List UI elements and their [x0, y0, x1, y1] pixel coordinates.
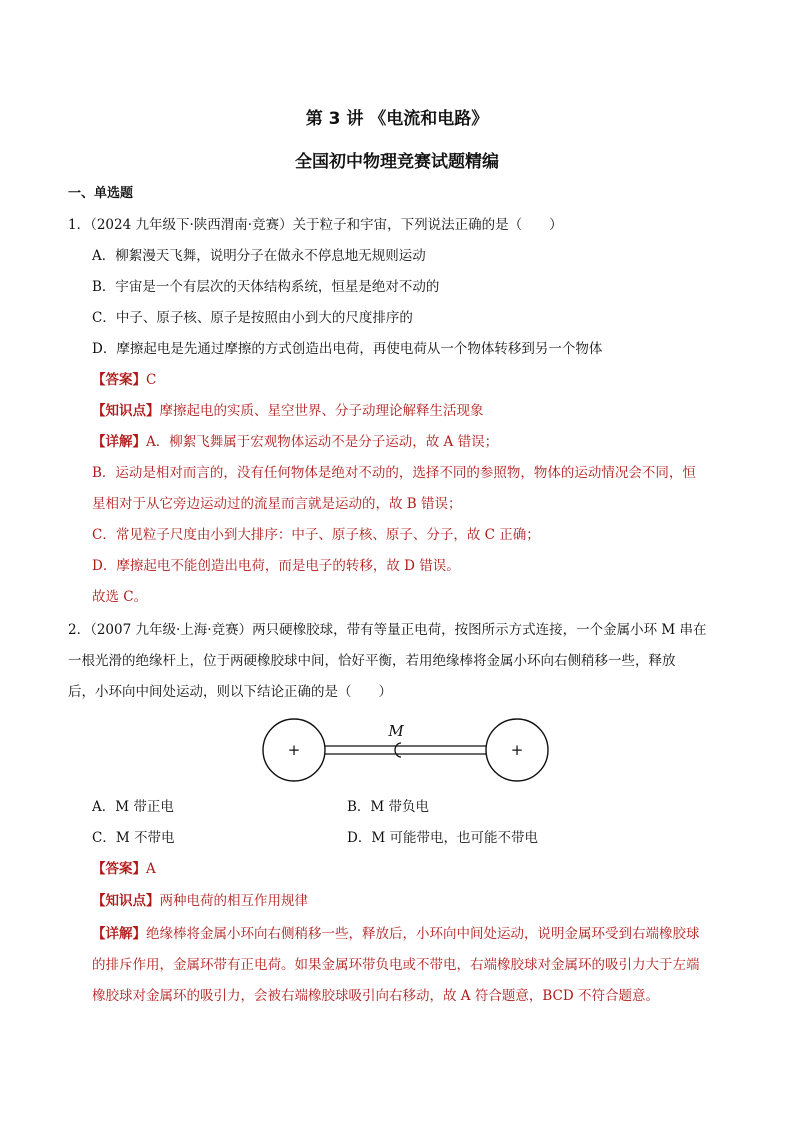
q2-detail-line: 橡胶球对金属环的吸引力，会被右端橡胶球吸引向右移动，故 A 符合题意，BCD 不符合题意。	[92, 988, 659, 1004]
q1-detail-line: D．摩擦起电不能创造出电荷，而是电子的转移，故 D 错误。	[92, 558, 460, 574]
q1-conclusion: 故选 C。	[92, 589, 148, 605]
q2-option-c: C．M 不带电	[92, 830, 175, 846]
left-charge-sign: +	[287, 741, 301, 759]
q1-option-d: D．摩擦起电是先通过摩擦的方式创造出电荷，再使电荷从一个物体转移到另一个物体	[92, 341, 603, 357]
detail-text: 绝缘棒将金属小环向右侧稍移一些，释放后，小环向中间处运动，说明金属环受到右端橡胶球	[146, 926, 700, 942]
detail-tag: 【详解】	[92, 926, 146, 942]
q2-stem-line: 后，小环向中间处运动，则以下结论正确的是（ ）	[68, 684, 392, 700]
q2-stem-line: 一根光滑的绝缘杆上，位于两硬橡胶球中间，恰好平衡，若用绝缘棒将金属小环向右侧稍移一些，释放	[68, 653, 676, 669]
answer-tag: 【答案】	[92, 861, 146, 877]
knowledge-point-text: 摩擦起电的实质、星空世界、分子动理论解释生活现象	[159, 403, 484, 419]
q1-knowledge-point	[92, 401, 484, 421]
detail-tag: 【详解】	[92, 434, 146, 450]
q1-detail-line: C．常见粒子尺度由小到大排序：中子、原子核、原子、分子，故 C 正确；	[92, 527, 540, 543]
q1-detail-line: B．运动是相对而言的，没有任何物体是绝对不动的，选择不同的参照物，物体的运动情况会不同，恒	[92, 465, 696, 481]
answer-value: C	[146, 372, 157, 388]
page-title: 第 3 讲 《电流和电路》	[305, 109, 489, 129]
q2-knowledge-point	[92, 891, 308, 911]
ring-label: M	[388, 722, 404, 740]
q2-stem-line: 2．（2007 九年级·上海·竞赛）两只硬橡胶球，带有等量正电荷，按图所示方式连接，一个金属小环 M 串在	[68, 622, 707, 638]
q2-answer	[92, 859, 156, 879]
q1-option-b: B．宇宙是一个有层次的天体结构系统，恒星是绝对不动的	[92, 279, 440, 295]
right-charge-sign: +	[510, 741, 524, 759]
q1-option-c: C．中子、原子核、原子是按照由小到大的尺度排序的	[92, 310, 413, 326]
knowledge-point-tag: 【知识点】	[92, 403, 160, 419]
q1-detail-line: 星相对于从它旁边运动过的流星而言就是运动的，故 B 错误；	[92, 496, 462, 512]
q2-detail-line	[92, 924, 700, 944]
charged-spheres-diagram	[255, 712, 555, 792]
q2-option-a: A．M 带正电	[92, 799, 174, 815]
q1-detail-line	[92, 432, 498, 452]
page-subtitle: 全国初中物理竞赛试题精编	[295, 152, 499, 172]
answer-tag: 【答案】	[92, 372, 146, 388]
q2-option-b: B．M 带负电	[347, 799, 430, 815]
q1-option-a: A．柳絮漫天飞舞，说明分子在做永不停息地无规则运动	[92, 248, 426, 264]
q1-stem: 1．（2024 九年级下·陕西渭南·竞赛）关于粒子和宇宙，下列说法正确的是（ ）	[68, 217, 563, 233]
q2-option-d: D．M 可能带电，也可能不带电	[347, 830, 538, 846]
metal-ring	[395, 743, 401, 757]
knowledge-point-text: 两种电荷的相互作用规律	[159, 893, 308, 909]
q2-detail-line: 的排斥作用，金属环带有正电荷。如果金属环带负电或不带电，右端橡胶球对金属环的吸引力大于左端	[92, 957, 700, 973]
q2-figure	[255, 712, 555, 792]
section-heading: 一、单选题	[68, 186, 134, 201]
q1-answer	[92, 370, 156, 390]
answer-value: A	[146, 861, 156, 877]
knowledge-point-tag: 【知识点】	[92, 893, 160, 909]
detail-text: A．柳絮飞舞属于宏观物体运动不是分子运动，故 A 错误；	[146, 434, 499, 450]
